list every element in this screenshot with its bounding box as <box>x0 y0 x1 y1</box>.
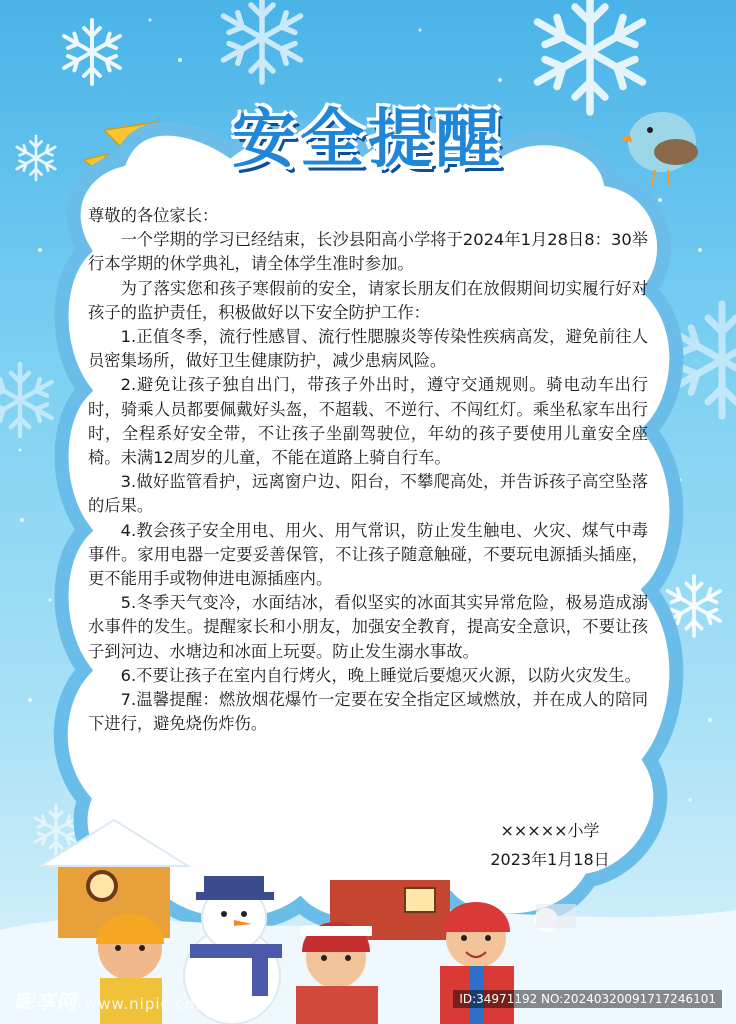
safety-item-1: 1.正值冬季，流行性感冒、流行性腮腺炎等传染性疾病高发，避免前往人员密集场所，做好卫生健康防护，减少患病风险。 <box>88 327 648 371</box>
signature-block <box>460 816 640 874</box>
safety-item-2: 2.避免让孩子独自出门，带孩子外出时，遵守交通规则。骑电动车出行时，骑乘人员都要佩戴好头盔，不超载、不逆行、不闯红灯。乘坐私家车出行时，全程系好安全带，不让孩子坐副驾驶位，年幼的孩子要使用儿童安全座椅。未满12周岁的儿童，不能在道路上骑自行车。 <box>88 375 648 468</box>
letter-date: 2023年1月18日 <box>490 850 610 869</box>
snowflake-icon <box>64 20 120 84</box>
site-url: www.nipic.com <box>84 995 211 1013</box>
site-name: 昵享网 <box>14 990 77 1014</box>
page-title: 安全提醒 <box>232 103 504 177</box>
safety-item-6: 6.不要让孩子在室内自行烤火，晚上睡觉后要熄灭火源，以防火灾发生。 <box>120 665 641 685</box>
paragraph-notice: 为了落实您和孩子寒假前的安全，请家长朋友们在放假期间切实履行好对孩子的监护责任，积极做好以下安全防护工作： <box>88 278 648 322</box>
paragraph-intro: 一个学期的学习已经结束，长沙县阳高小学将于2024年1月28日8：30举行本学期的休学典礼，请全体学生准时参加。 <box>88 230 648 274</box>
school-name: ×××××小学 <box>500 821 600 840</box>
image-id-watermark: ID:34971192 NO:20240320091717246101 <box>453 990 722 1008</box>
safety-item-3: 3.做好监管看护，远离窗户边、阳台，不攀爬高处，并告诉孩子高空坠落的后果。 <box>88 472 648 516</box>
snowflake-icon <box>0 364 51 436</box>
snowflake-icon <box>224 0 301 82</box>
letter-body <box>88 204 648 736</box>
site-watermark <box>14 986 211 1015</box>
safety-item-4: 4.教会孩子安全用电、用火、用气常识，防止发生触电、火灾、煤气中毒事件。家用电器一定要妥善保管，不让孩子随意触碰，不要玩电源插头插座，更不能用手或物伸进电源插座内。 <box>88 520 648 589</box>
safety-item-7: 7.温馨提醒：燃放烟花爆竹一定要在安全指定区域燃放，并在成人的陪同下进行，避免烧伤炸伤。 <box>88 690 648 734</box>
greeting: 尊敬的各位家长： <box>88 206 219 225</box>
safety-item-5: 5.冬季天气变冷，水面结冰，看似坚实的冰面其实异常危险，极易造成溺水事件的发生。提醒家长和小朋友，加强安全教育，提高安全意识，不要让孩子到河边、水塘边和冰面上玩耍。防止发生溺水事故。 <box>88 593 648 661</box>
